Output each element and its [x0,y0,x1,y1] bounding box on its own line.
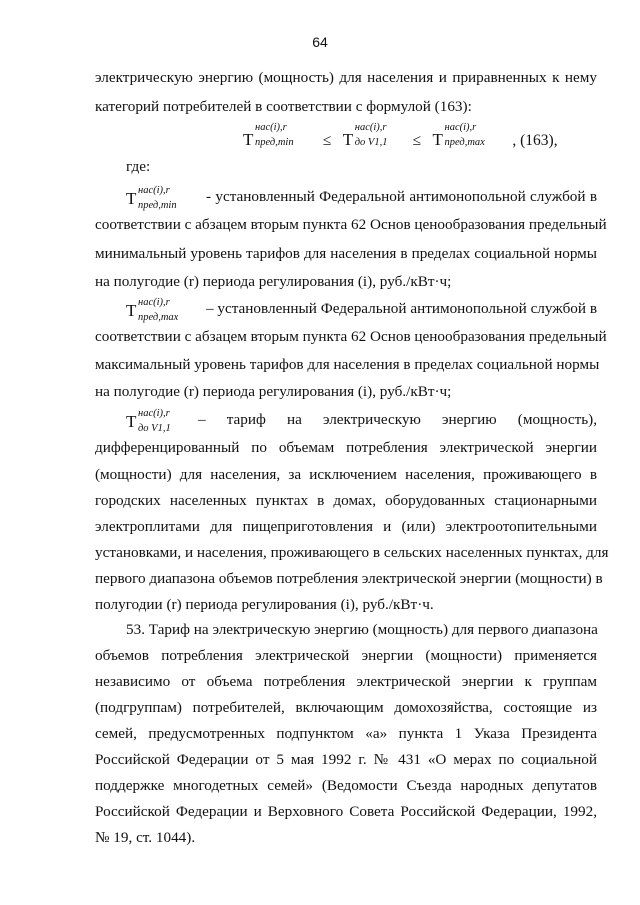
intro-line: электрическую энергию (мощность) для населения и приравненных к нему [95,69,597,86]
intro-line: категорий потребителей в соответствии с формулой (163): [95,98,472,115]
paragraph-53-line: поддержке многодетных семей» (Ведомости Съезда народных депутатов [95,777,597,794]
term-max: Т нас(i),r пред,max [126,297,179,323]
paragraph-53-line: объемов потребления электрической энергии (мощности) применяется [95,647,597,664]
page-number: 64 [312,34,328,50]
paragraph-53-line: Российской Федерации и Верховного Совета Российской Федерации, 1992, [95,803,597,820]
formula-term-max [432,122,509,154]
definition-line: соответствии с абзацем вторым пункта 62 Основ ценообразования предельный [95,328,607,345]
paragraph-53-line: семей, предусмотренных подпунктом «а» пункта 1 Указа Президента [95,725,597,742]
term-v: Т нас(i),r до V1,1 [126,408,171,434]
definition-line: установками, и населения, проживающего в сельских населенных пунктах, для [95,544,609,561]
definition-line: соответствии с абзацем вторым пункта 62 Основ ценообразования предельный [95,216,607,233]
paragraph-53-line: (подгруппам) потребителей, включающим домохозяйства, состоящие из [95,699,597,716]
leq-sign: ≤ [412,132,422,149]
where-label: где: [126,158,151,175]
formula-163 [243,122,558,154]
paragraph-53-line: независимо от объема потребления электрической энергии к группам [95,673,597,690]
subscript: до V1,1 [354,137,388,148]
subscript: пред,min [255,137,294,148]
superscript: нас(i),r [444,122,477,133]
definition-line: (мощности) для населения, за исключением населения, проживающего в [95,466,597,483]
definition-line: максимальный уровень тарифов для населения в пределах социальной нормы [95,356,600,373]
definition-line: на полугодие (r) периода регулирования (i), руб./кВт·ч; [95,273,452,290]
tariff-symbol: Т [342,130,354,149]
subscript: пред,max [444,137,485,148]
tariff-symbol: Т [243,130,254,149]
term-min: Т нас(i),r пред,min [126,185,177,211]
superscript: нас(i),r [255,122,287,133]
definition-line: городских населенных пунктах в домах, оборудованных стационарными [95,492,597,509]
paragraph-53-line: 53. Тариф на электрическую энергию (мощность) для первого диапазона [126,621,598,638]
definition-line: на полугодие (r) периода регулирования (i), руб./кВт·ч; [95,383,452,400]
definition-text: - установленный Федеральной антимонопольной службой в [206,188,597,205]
superscript: нас(i),r [354,122,387,133]
paragraph-53-line: Российской Федерации от 5 мая 1992 г. № 431 «О мерах по социальной [95,751,597,768]
formula-term-min [243,122,319,154]
definition-line: дифференцированный по объемам потребления электрической энергии [95,439,597,456]
definition-line: минимальный уровень тарифов для населения в пределах социальной нормы [95,245,597,262]
paragraph-53-line: № 19, ст. 1044). [95,829,196,846]
definition-line: электроплитами для пищеприготовления и (или) электроотопительными [95,518,597,535]
leq-sign: ≤ [322,132,332,149]
definition-text: – установленный Федеральной антимонопольной службой в [206,300,597,317]
definition-text: – тариф на электрическую энергию (мощность), [198,411,597,428]
formula-term-v [342,122,409,154]
definition-line: полугодии (r) периода регулирования (i), руб./кВт·ч. [95,596,434,613]
tariff-symbol: Т [432,130,443,149]
formula-number: , (163), [512,132,558,149]
definition-line: первого диапазона объемов потребления электрической энергии (мощности) в [95,570,603,587]
